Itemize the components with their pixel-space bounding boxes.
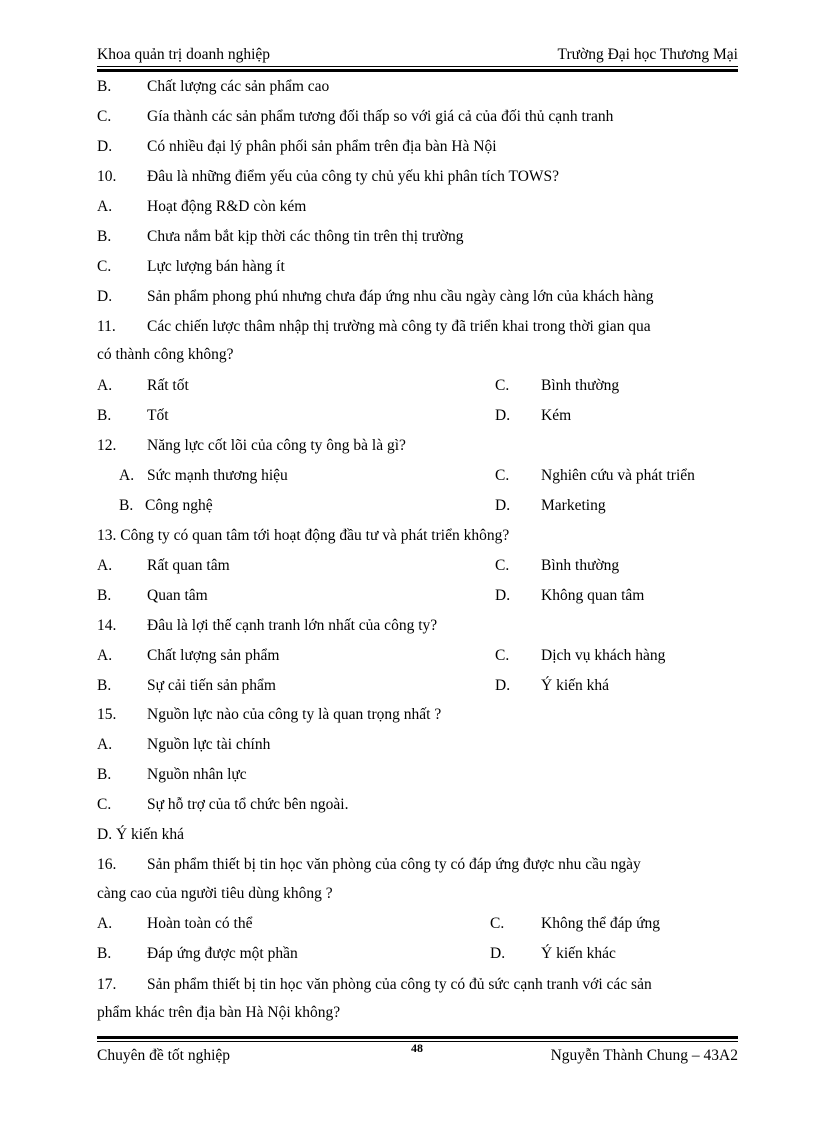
option-line	[97, 78, 738, 100]
option-label: B.	[97, 677, 112, 694]
option-row	[97, 377, 738, 399]
option-text: Hoạt động R&D còn kém	[147, 198, 307, 215]
question-text: Sản phẩm thiết bị tin học văn phòng của công ty có đáp ứng được nhu cầu ngày	[147, 856, 641, 873]
option-text: Gía thành các sản phẩm tương đối thấp so với giá cả của đối thủ cạnh tranh	[147, 108, 614, 125]
question-11	[97, 318, 738, 340]
option-text: Quan tâm	[147, 587, 208, 604]
page-header	[97, 46, 738, 66]
option-row	[97, 945, 738, 967]
option-row	[97, 677, 738, 699]
option-text: Nghiên cứu và phát triển	[541, 467, 695, 484]
option-label: C.	[97, 796, 112, 813]
option-row	[97, 557, 738, 579]
option-text: Bình thường	[541, 377, 620, 394]
option-text: Không thể đáp ứng	[541, 915, 661, 932]
option-label: D.	[495, 497, 511, 514]
option-row	[97, 587, 738, 609]
option-text: Kém	[541, 407, 572, 424]
option-text: Bình thường	[541, 557, 620, 574]
option-text: Chưa nắm bắt kịp thời các thông tin trên thị trường	[147, 228, 464, 245]
option-text: Chất lượng các sản phẩm cao	[147, 78, 330, 95]
question-number: 15.	[97, 706, 117, 723]
question-text: Các chiến lược thâm nhập thị trường mà công ty đã triển khai trong thời gian qua	[147, 318, 651, 335]
question-number: 11.	[97, 318, 116, 335]
question-number: 10.	[97, 168, 117, 185]
option-text: Nguồn lực tài chính	[147, 736, 271, 753]
option-label: D.	[495, 407, 511, 424]
option-label: B.	[97, 587, 112, 604]
option-label: A.	[97, 377, 113, 394]
header-rule	[97, 66, 738, 67]
option-line	[97, 766, 738, 788]
option-label: C.	[490, 915, 505, 932]
option-line	[97, 736, 738, 758]
option-text: Chất lượng sản phẩm	[147, 647, 280, 664]
option-label: B.	[97, 407, 112, 424]
option-line	[97, 796, 738, 818]
question-15	[97, 706, 738, 728]
question-text: 13. Công ty có quan tâm tới hoạt động đầu tư và phát triển không?	[97, 527, 510, 544]
option-line	[97, 258, 738, 280]
question-text-cont: càng cao của người tiêu dùng không ?	[97, 885, 333, 902]
question-14	[97, 617, 738, 639]
option-text: Sức mạnh thương hiệu	[147, 467, 288, 484]
option-line	[97, 826, 738, 848]
option-label: B.	[97, 766, 112, 783]
option-label: C.	[97, 108, 112, 125]
question-text-cont: phẩm khác trên địa bàn Hà Nội không?	[97, 1004, 341, 1021]
option-label: D.	[495, 677, 511, 694]
page-number: 48	[411, 1041, 423, 1055]
option-label: C.	[495, 647, 510, 664]
option-text: Sản phẩm phong phú nhưng chưa đáp ứng nhu cầu ngày càng lớn của khách hàng	[147, 288, 654, 305]
question-12	[97, 437, 738, 459]
question-continuation	[97, 885, 738, 907]
option-text: Có nhiều đại lý phân phối sản phẩm trên địa bàn Hà Nội	[147, 138, 497, 155]
option-text: Sự cải tiến sản phẩm	[147, 677, 276, 694]
question-10	[97, 168, 738, 190]
option-label: A.	[119, 467, 135, 484]
question-continuation	[97, 1004, 738, 1026]
option-label: C.	[495, 377, 510, 394]
question-text: Đâu là lợi thế cạnh tranh lớn nhất của công ty?	[147, 617, 438, 634]
option-label: D.	[495, 587, 511, 604]
option-line	[97, 288, 738, 310]
option-row	[97, 497, 738, 519]
option-text: Nguồn nhân lực	[147, 766, 247, 783]
option-row	[97, 407, 738, 429]
option-text: Marketing	[541, 497, 606, 514]
question-text: Sản phẩm thiết bị tin học văn phòng của công ty có đủ sức cạnh tranh với các sản	[147, 976, 652, 993]
option-label: D.	[97, 288, 113, 305]
option-line	[97, 198, 738, 220]
option-line	[97, 138, 738, 160]
footer-thesis-title: Chuyên đề tốt nghiệp	[97, 1047, 231, 1064]
option-text: Hoàn toàn có thể	[147, 915, 253, 932]
question-text: Đâu là những điểm yếu của công ty chủ yếu khi phân tích TOWS?	[147, 168, 560, 185]
question-text-cont: có thành công không?	[97, 346, 234, 363]
footer-author: Nguyễn Thành Chung – 43A2	[550, 1047, 738, 1064]
header-university: Trường Đại học Thương Mại	[557, 46, 738, 63]
footer-rule-thick	[97, 1036, 738, 1039]
option-text: Sự hỗ trợ của tổ chức bên ngoài.	[147, 796, 349, 813]
question-number: 14.	[97, 617, 117, 634]
question-16	[97, 856, 738, 878]
option-label: A.	[97, 647, 113, 664]
question-continuation	[97, 346, 738, 368]
option-label: A.	[97, 915, 113, 932]
option-text: Không quan tâm	[541, 587, 645, 604]
option-label: A.	[97, 736, 113, 753]
page-footer	[97, 1041, 738, 1069]
option-row	[97, 467, 738, 489]
header-faculty: Khoa quản trị doanh nghiệp	[97, 46, 271, 63]
option-label: B.	[97, 228, 112, 245]
option-text: Đáp ứng được một phần	[147, 945, 298, 962]
header-rule-thick	[97, 69, 738, 72]
question-text: Nguồn lực nào của công ty là quan trọng nhất ?	[147, 706, 442, 723]
question-number: 12.	[97, 437, 117, 454]
option-label: B.	[97, 945, 112, 962]
option-line	[97, 108, 738, 130]
option-text: Lực lượng bán hàng ít	[147, 258, 285, 275]
option-label: B.	[97, 78, 112, 95]
option-text: Rất tốt	[147, 377, 189, 394]
question-17	[97, 976, 738, 998]
option-label: D.	[490, 945, 506, 962]
question-13	[97, 527, 738, 549]
option-label: A.	[97, 557, 113, 574]
question-text: Năng lực cốt lõi của công ty ông bà là gì?	[147, 437, 406, 454]
option-label: B.	[119, 497, 134, 514]
option-text: Công nghệ	[145, 497, 213, 514]
option-row	[97, 915, 738, 937]
option-label: A.	[97, 198, 113, 215]
option-label: C.	[495, 557, 510, 574]
option-line	[97, 228, 738, 250]
option-label: D.	[97, 138, 113, 155]
option-text: Tốt	[147, 407, 169, 424]
option-text: Dịch vụ khách hàng	[541, 647, 666, 664]
option-label: C.	[97, 258, 112, 275]
option-text: D. Ý kiến khá	[97, 826, 184, 843]
question-number: 16.	[97, 856, 117, 873]
option-row	[97, 647, 738, 669]
option-label: C.	[495, 467, 510, 484]
option-text: Rất quan tâm	[147, 557, 230, 574]
question-number: 17.	[97, 976, 117, 993]
option-text: Ý kiến khá	[541, 677, 610, 694]
option-text: Ý kiến khác	[541, 945, 616, 962]
